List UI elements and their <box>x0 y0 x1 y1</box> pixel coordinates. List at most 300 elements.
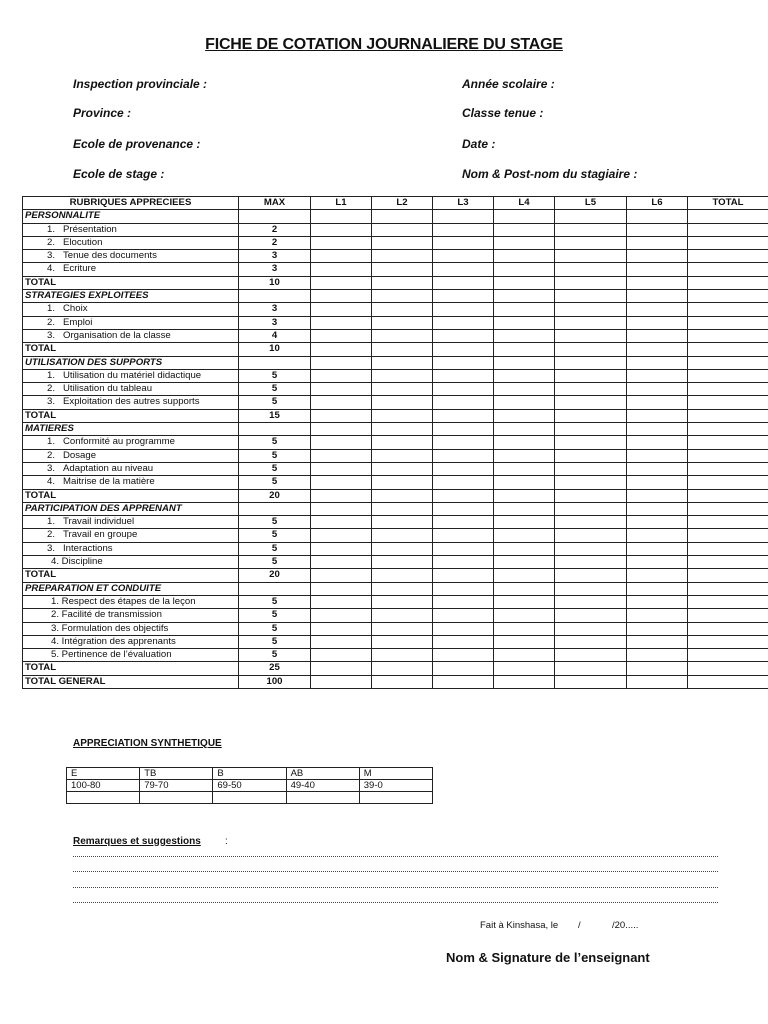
empty-cell[interactable] <box>213 792 286 804</box>
score-cell[interactable] <box>555 516 627 529</box>
score-cell[interactable] <box>494 675 555 688</box>
score-cell[interactable] <box>433 529 494 542</box>
score-cell[interactable] <box>627 303 688 316</box>
row-total-cell[interactable] <box>688 316 768 329</box>
row-total-cell[interactable] <box>688 569 768 582</box>
score-cell[interactable] <box>555 396 627 409</box>
score-cell[interactable] <box>433 595 494 608</box>
score-cell[interactable] <box>372 290 433 303</box>
row-total-cell[interactable] <box>688 276 768 289</box>
row-total-cell[interactable] <box>688 423 768 436</box>
section-label: PARTICIPATION DES APPRENANT <box>23 502 239 515</box>
score-cell[interactable] <box>433 250 494 263</box>
row-total-cell[interactable] <box>688 449 768 462</box>
score-cell[interactable] <box>494 316 555 329</box>
score-cell[interactable] <box>555 210 627 223</box>
criterion-number: 1. <box>46 369 55 381</box>
score-cell[interactable] <box>433 582 494 595</box>
score-cell[interactable] <box>372 502 433 515</box>
row-total-cell[interactable] <box>688 556 768 569</box>
criterion-label: Présentation <box>63 223 117 235</box>
score-cell[interactable] <box>311 556 372 569</box>
score-cell[interactable] <box>372 462 433 475</box>
row-total-cell[interactable] <box>688 303 768 316</box>
criterion-label: Travail individuel <box>63 516 135 528</box>
score-cell[interactable] <box>311 436 372 449</box>
score-cell[interactable] <box>494 502 555 515</box>
grade-cell: TB <box>140 768 213 780</box>
score-cell[interactable] <box>433 476 494 489</box>
score-cell[interactable] <box>433 542 494 555</box>
score-cell[interactable] <box>627 369 688 382</box>
score-cell[interactable] <box>494 649 555 662</box>
criterion-label: Interactions <box>63 542 113 554</box>
empty-cell[interactable] <box>140 792 213 804</box>
score-cell[interactable] <box>627 476 688 489</box>
score-cell[interactable] <box>627 489 688 502</box>
score-cell[interactable] <box>311 329 372 342</box>
score-cell[interactable] <box>311 290 372 303</box>
score-cell[interactable] <box>494 329 555 342</box>
score-cell[interactable] <box>372 396 433 409</box>
score-cell[interactable] <box>433 369 494 382</box>
total-label: TOTAL <box>23 569 239 582</box>
score-cell[interactable] <box>433 675 494 688</box>
score-cell[interactable] <box>627 210 688 223</box>
score-cell[interactable] <box>555 236 627 249</box>
score-cell[interactable] <box>433 622 494 635</box>
row-total-cell[interactable] <box>688 356 768 369</box>
score-cell[interactable] <box>433 502 494 515</box>
score-cell[interactable] <box>555 329 627 342</box>
score-cell[interactable] <box>311 409 372 422</box>
table-header-row <box>23 197 768 210</box>
score-cell[interactable] <box>433 396 494 409</box>
score-cell[interactable] <box>627 675 688 688</box>
row-total-cell[interactable] <box>688 582 768 595</box>
row-total-cell[interactable] <box>688 396 768 409</box>
remarks-line[interactable] <box>73 887 718 888</box>
score-cell[interactable] <box>311 529 372 542</box>
score-cell[interactable] <box>372 542 433 555</box>
score-cell[interactable] <box>555 356 627 369</box>
criterion-number: 2. <box>46 316 55 328</box>
score-cell[interactable] <box>372 675 433 688</box>
score-cell[interactable] <box>433 423 494 436</box>
score-cell[interactable] <box>627 343 688 356</box>
max-cell <box>239 423 311 436</box>
score-cell[interactable] <box>311 223 372 236</box>
score-cell[interactable] <box>311 595 372 608</box>
row-total-cell[interactable] <box>688 250 768 263</box>
score-cell[interactable] <box>555 316 627 329</box>
score-cell[interactable] <box>494 223 555 236</box>
score-cell[interactable] <box>494 263 555 276</box>
row-total-cell[interactable] <box>688 383 768 396</box>
row-total-cell[interactable] <box>688 436 768 449</box>
max-cell: 5 <box>239 635 311 648</box>
score-cell[interactable] <box>372 489 433 502</box>
cotation-table <box>22 196 768 689</box>
score-cell[interactable] <box>555 649 627 662</box>
score-cell[interactable] <box>311 343 372 356</box>
score-cell[interactable] <box>627 449 688 462</box>
score-cell[interactable] <box>555 595 627 608</box>
score-cell[interactable] <box>372 649 433 662</box>
score-cell[interactable] <box>494 529 555 542</box>
score-cell[interactable] <box>311 622 372 635</box>
score-cell[interactable] <box>372 635 433 648</box>
score-cell[interactable] <box>311 303 372 316</box>
score-cell[interactable] <box>627 542 688 555</box>
score-cell[interactable] <box>627 263 688 276</box>
criterion-label: Choix <box>63 303 88 315</box>
criterion-label: 1. Respect des étapes de la leçon <box>23 595 239 608</box>
score-cell[interactable] <box>555 303 627 316</box>
score-cell[interactable] <box>555 449 627 462</box>
score-cell[interactable] <box>555 529 627 542</box>
score-cell[interactable] <box>311 236 372 249</box>
score-cell[interactable] <box>555 542 627 555</box>
score-cell[interactable] <box>372 316 433 329</box>
score-cell[interactable] <box>627 396 688 409</box>
empty-cell[interactable] <box>286 792 359 804</box>
row-total-cell[interactable] <box>688 489 768 502</box>
score-cell[interactable] <box>627 556 688 569</box>
score-cell[interactable] <box>372 210 433 223</box>
score-cell[interactable] <box>372 582 433 595</box>
score-cell[interactable] <box>494 250 555 263</box>
row-total-cell[interactable] <box>688 369 768 382</box>
row-total-cell[interactable] <box>688 516 768 529</box>
score-cell[interactable] <box>627 622 688 635</box>
score-cell[interactable] <box>555 462 627 475</box>
score-cell[interactable] <box>627 250 688 263</box>
score-cell[interactable] <box>494 423 555 436</box>
score-cell[interactable] <box>494 476 555 489</box>
score-cell[interactable] <box>555 223 627 236</box>
score-cell[interactable] <box>494 290 555 303</box>
score-cell[interactable] <box>494 542 555 555</box>
score-cell[interactable] <box>311 462 372 475</box>
score-cell[interactable] <box>494 236 555 249</box>
score-cell[interactable] <box>494 383 555 396</box>
score-cell[interactable] <box>311 316 372 329</box>
score-cell[interactable] <box>433 489 494 502</box>
score-cell[interactable] <box>627 436 688 449</box>
col-header-l2: L2 <box>372 197 433 210</box>
row-total-cell[interactable] <box>688 210 768 223</box>
row-total-cell[interactable] <box>688 462 768 475</box>
score-cell[interactable] <box>555 343 627 356</box>
score-cell[interactable] <box>555 409 627 422</box>
row-total-cell[interactable] <box>688 329 768 342</box>
score-cell[interactable] <box>627 516 688 529</box>
score-cell[interactable] <box>433 516 494 529</box>
score-cell[interactable] <box>372 449 433 462</box>
score-cell[interactable] <box>555 263 627 276</box>
score-cell[interactable] <box>627 329 688 342</box>
score-cell[interactable] <box>555 383 627 396</box>
row-total-cell[interactable] <box>688 290 768 303</box>
score-cell[interactable] <box>372 529 433 542</box>
total-label: TOTAL GENERAL <box>23 675 239 688</box>
score-cell[interactable] <box>433 316 494 329</box>
score-cell[interactable] <box>433 210 494 223</box>
max-cell: 5 <box>239 462 311 475</box>
score-cell[interactable] <box>494 276 555 289</box>
score-cell[interactable] <box>627 649 688 662</box>
score-cell[interactable] <box>433 223 494 236</box>
score-cell[interactable] <box>627 569 688 582</box>
score-cell[interactable] <box>433 329 494 342</box>
score-cell[interactable] <box>433 409 494 422</box>
score-cell[interactable] <box>372 356 433 369</box>
score-cell[interactable] <box>311 449 372 462</box>
score-cell[interactable] <box>494 556 555 569</box>
score-cell[interactable] <box>555 369 627 382</box>
row-total-cell[interactable] <box>688 263 768 276</box>
row-total-cell[interactable] <box>688 662 768 675</box>
score-cell[interactable] <box>433 649 494 662</box>
score-cell[interactable] <box>372 263 433 276</box>
score-cell[interactable] <box>494 635 555 648</box>
score-cell[interactable] <box>494 303 555 316</box>
row-total-cell[interactable] <box>688 529 768 542</box>
score-cell[interactable] <box>555 250 627 263</box>
score-cell[interactable] <box>433 569 494 582</box>
criterion-cell <box>23 263 239 276</box>
score-cell[interactable] <box>372 303 433 316</box>
score-cell[interactable] <box>311 276 372 289</box>
score-cell[interactable] <box>433 556 494 569</box>
criterion-number: 3. <box>46 396 55 408</box>
score-cell[interactable] <box>555 423 627 436</box>
criterion-cell <box>23 542 239 555</box>
score-cell[interactable] <box>372 369 433 382</box>
empty-cell[interactable] <box>67 792 140 804</box>
score-cell[interactable] <box>627 662 688 675</box>
score-cell[interactable] <box>372 343 433 356</box>
score-cell[interactable] <box>627 635 688 648</box>
criterion-label: 3. Formulation des objectifs <box>23 622 239 635</box>
score-cell[interactable] <box>627 595 688 608</box>
col-header-l3: L3 <box>433 197 494 210</box>
row-total-cell[interactable] <box>688 635 768 648</box>
col-header-l5: L5 <box>555 197 627 210</box>
score-cell[interactable] <box>311 516 372 529</box>
score-cell[interactable] <box>627 462 688 475</box>
score-cell[interactable] <box>494 210 555 223</box>
score-cell[interactable] <box>311 675 372 688</box>
score-cell[interactable] <box>627 290 688 303</box>
remarks-line[interactable] <box>73 902 718 903</box>
score-cell[interactable] <box>311 609 372 622</box>
footer-date-slash: / <box>578 920 581 931</box>
score-cell[interactable] <box>433 462 494 475</box>
score-cell[interactable] <box>494 462 555 475</box>
row-total-cell[interactable] <box>688 675 768 688</box>
score-cell[interactable] <box>372 609 433 622</box>
score-cell[interactable] <box>555 569 627 582</box>
score-cell[interactable] <box>433 290 494 303</box>
score-cell[interactable] <box>372 476 433 489</box>
score-cell[interactable] <box>433 662 494 675</box>
row-total-cell[interactable] <box>688 595 768 608</box>
score-cell[interactable] <box>494 662 555 675</box>
max-cell: 5 <box>239 556 311 569</box>
score-cell[interactable] <box>494 595 555 608</box>
score-cell[interactable] <box>555 609 627 622</box>
row-total-cell[interactable] <box>688 649 768 662</box>
col-header-total: TOTAL <box>688 197 768 210</box>
max-cell: 5 <box>239 436 311 449</box>
score-cell[interactable] <box>311 649 372 662</box>
score-cell[interactable] <box>311 250 372 263</box>
row-total-cell[interactable] <box>688 236 768 249</box>
score-cell[interactable] <box>494 436 555 449</box>
row-total-cell[interactable] <box>688 476 768 489</box>
score-cell[interactable] <box>627 529 688 542</box>
score-cell[interactable] <box>494 449 555 462</box>
row-total-cell[interactable] <box>688 609 768 622</box>
score-cell[interactable] <box>311 383 372 396</box>
score-cell[interactable] <box>494 396 555 409</box>
table-row <box>23 622 768 635</box>
row-total-cell[interactable] <box>688 502 768 515</box>
remarks-line[interactable] <box>73 871 718 872</box>
score-cell[interactable] <box>627 223 688 236</box>
score-cell[interactable] <box>372 276 433 289</box>
remarks-line[interactable] <box>73 856 718 857</box>
score-cell[interactable] <box>372 569 433 582</box>
score-cell[interactable] <box>627 356 688 369</box>
score-cell[interactable] <box>555 290 627 303</box>
score-cell[interactable] <box>494 489 555 502</box>
score-cell[interactable] <box>311 356 372 369</box>
score-cell[interactable] <box>433 383 494 396</box>
score-cell[interactable] <box>311 582 372 595</box>
score-cell[interactable] <box>372 516 433 529</box>
score-cell[interactable] <box>311 369 372 382</box>
score-cell[interactable] <box>555 556 627 569</box>
max-cell: 5 <box>239 529 311 542</box>
score-cell[interactable] <box>494 343 555 356</box>
score-cell[interactable] <box>627 276 688 289</box>
footer-place-date: Fait à Kinshasa, le <box>480 920 559 931</box>
score-cell[interactable] <box>433 276 494 289</box>
criterion-cell <box>23 236 239 249</box>
score-cell[interactable] <box>627 316 688 329</box>
score-cell[interactable] <box>494 516 555 529</box>
score-cell[interactable] <box>555 489 627 502</box>
score-cell[interactable] <box>311 396 372 409</box>
score-cell[interactable] <box>311 542 372 555</box>
max-cell: 5 <box>239 516 311 529</box>
score-cell[interactable] <box>372 595 433 608</box>
score-cell[interactable] <box>627 609 688 622</box>
row-total-cell[interactable] <box>688 223 768 236</box>
score-cell[interactable] <box>494 569 555 582</box>
score-cell[interactable] <box>433 236 494 249</box>
row-total-cell[interactable] <box>688 622 768 635</box>
score-cell[interactable] <box>372 329 433 342</box>
score-cell[interactable] <box>311 502 372 515</box>
score-cell[interactable] <box>433 303 494 316</box>
score-cell[interactable] <box>372 409 433 422</box>
score-cell[interactable] <box>311 263 372 276</box>
score-cell[interactable] <box>627 423 688 436</box>
score-cell[interactable] <box>311 489 372 502</box>
score-cell[interactable] <box>372 423 433 436</box>
max-cell <box>239 356 311 369</box>
score-cell[interactable] <box>372 223 433 236</box>
score-cell[interactable] <box>555 436 627 449</box>
score-cell[interactable] <box>372 236 433 249</box>
score-cell[interactable] <box>494 409 555 422</box>
score-cell[interactable] <box>494 356 555 369</box>
score-cell[interactable] <box>433 609 494 622</box>
score-cell[interactable] <box>433 263 494 276</box>
score-cell[interactable] <box>627 236 688 249</box>
score-cell[interactable] <box>311 635 372 648</box>
score-cell[interactable] <box>627 582 688 595</box>
score-cell[interactable] <box>433 436 494 449</box>
empty-cell[interactable] <box>359 792 432 804</box>
score-cell[interactable] <box>433 449 494 462</box>
score-cell[interactable] <box>555 662 627 675</box>
score-cell[interactable] <box>494 582 555 595</box>
max-cell: 5 <box>239 383 311 396</box>
score-cell[interactable] <box>627 502 688 515</box>
score-cell[interactable] <box>627 409 688 422</box>
score-cell[interactable] <box>372 662 433 675</box>
score-cell[interactable] <box>555 635 627 648</box>
score-cell[interactable] <box>372 436 433 449</box>
score-cell[interactable] <box>555 675 627 688</box>
score-cell[interactable] <box>311 476 372 489</box>
score-cell[interactable] <box>555 582 627 595</box>
row-total-cell[interactable] <box>688 542 768 555</box>
score-cell[interactable] <box>555 622 627 635</box>
score-cell[interactable] <box>494 369 555 382</box>
score-cell[interactable] <box>311 662 372 675</box>
score-cell[interactable] <box>372 556 433 569</box>
score-cell[interactable] <box>311 210 372 223</box>
row-total-cell[interactable] <box>688 409 768 422</box>
score-cell[interactable] <box>372 383 433 396</box>
score-cell[interactable] <box>494 609 555 622</box>
table-row <box>23 556 768 569</box>
score-cell[interactable] <box>555 476 627 489</box>
criterion-cell <box>23 529 239 542</box>
score-cell[interactable] <box>433 343 494 356</box>
score-cell[interactable] <box>555 502 627 515</box>
score-cell[interactable] <box>555 276 627 289</box>
score-cell[interactable] <box>372 250 433 263</box>
score-cell[interactable] <box>433 635 494 648</box>
score-cell[interactable] <box>311 423 372 436</box>
row-total-cell[interactable] <box>688 343 768 356</box>
score-cell[interactable] <box>311 569 372 582</box>
score-cell[interactable] <box>372 622 433 635</box>
score-cell[interactable] <box>433 356 494 369</box>
max-cell <box>239 502 311 515</box>
score-cell[interactable] <box>494 622 555 635</box>
table-row <box>23 396 768 409</box>
score-cell[interactable] <box>627 383 688 396</box>
max-cell: 5 <box>239 595 311 608</box>
